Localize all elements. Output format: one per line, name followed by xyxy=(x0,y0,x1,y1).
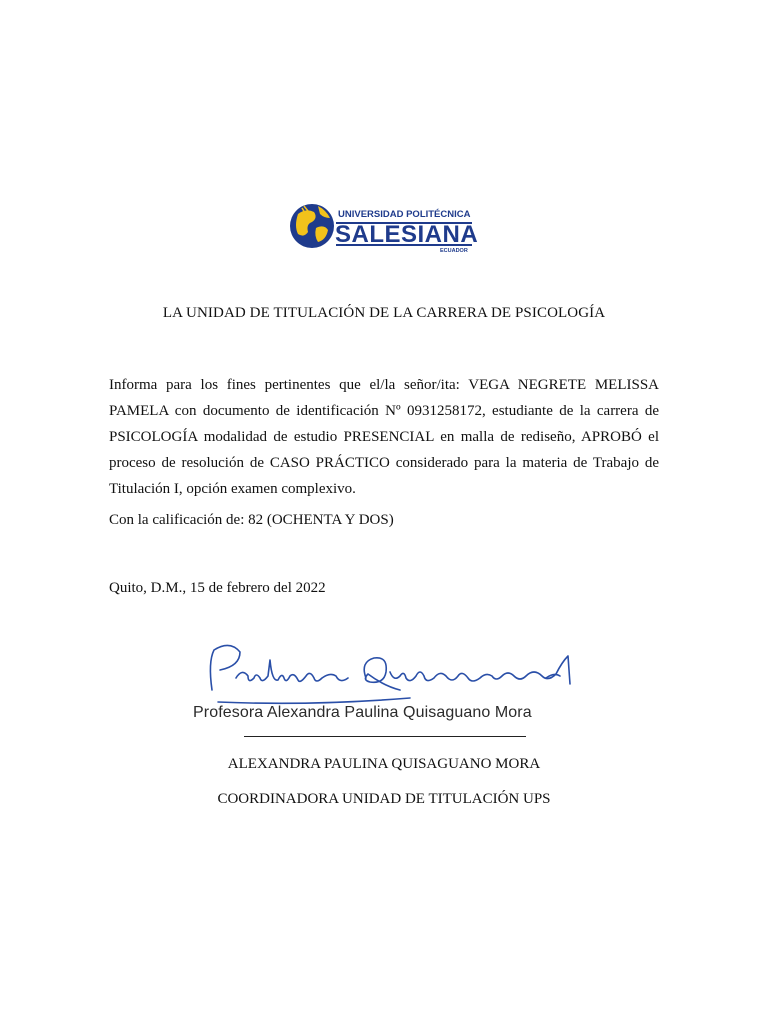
university-logo xyxy=(288,198,478,254)
logo-line3: ECUADOR xyxy=(440,248,468,254)
printed-signature-caption: Profesora Alexandra Paulina Quisaguano Mora xyxy=(193,704,532,721)
signer-role: COORDINADORA UNIDAD DE TITULACIÓN UPS xyxy=(217,791,551,807)
document-heading: LA UNIDAD DE TITULACIÓN DE LA CARRERA DE PSICOLOGÍA xyxy=(162,305,606,321)
signer-name: ALEXANDRA PAULINA QUISAGUANO MORA xyxy=(227,756,541,772)
place-date: Quito, D.M., 15 de febrero del 2022 xyxy=(109,580,326,596)
logo-line1: UNIVERSIDAD POLITÉCNICA xyxy=(338,209,471,220)
signature-line xyxy=(244,736,526,737)
logo-line2: SALESIANA xyxy=(335,221,478,248)
grade-line: Con la calificación de: 82 (OCHENTA Y DOS) xyxy=(109,512,394,528)
body-paragraph: Informa para los fines pertinentes que el/la señor/ita: VEGA NEGRETE MELISSA PAMELA con documento de identificación Nº 0931258172, estudiante de la carrera de PSICOLOGÍA modalidad de estudio PRESENCIAL en malla de rediseño, APROBÓ el proceso de resolución de CASO PRÁCTICO considerado para la materia de Trabajo de Titulación I, opción examen complexivo. xyxy=(109,377,659,497)
